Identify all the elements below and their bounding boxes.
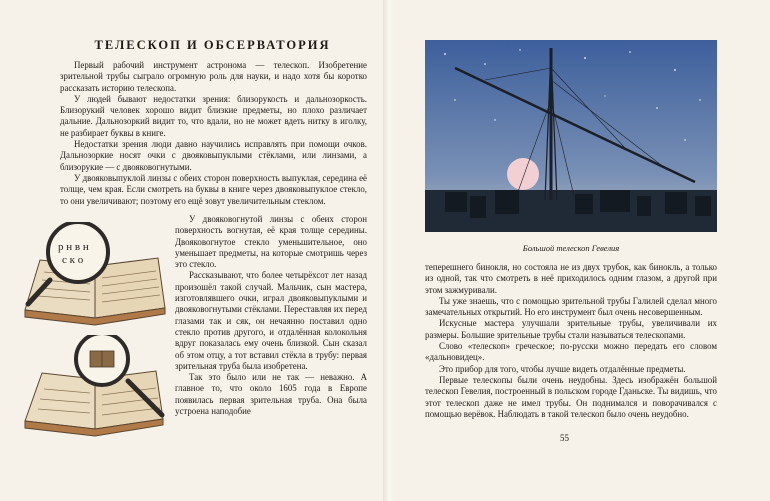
right-paragraph: теперешнего бинокля, но состояла не из двух трубок, как бинокль, а только из одной, так что смотреть в неё приходилось одним глазом, а другой при этом зажмуривали. (425, 262, 717, 295)
left-paragraph: Первый рабочий инструмент астронома — телескоп. Изобретение зрительной трубы сыграло огромную роль для науки, и надо хотя бы коротко рассказать историю телескопа. (60, 60, 367, 93)
moon (507, 158, 539, 190)
page-gutter (383, 0, 393, 501)
magnifier-book-illustration (20, 222, 170, 332)
left-paragraph: Так это было или не так — неважно. А главное то, что около 1605 года в Европе появилась первая зрительная труба. Она была устроена наподобие (175, 372, 367, 417)
illustration-caption: Большой телескоп Гевелия (522, 243, 620, 253)
left-paragraph: У людей бывают недостатки зрения: близорукость и дальнозоркость. Близорукий человек хорошо видит близкие предметы, но плохо различает дальние. Дальнозоркий видит то, что вдали, но не может вдеть нитку в иголку, не разбирает буквы в книге. (60, 93, 367, 138)
right-text-block (425, 262, 717, 420)
left-paragraph: Недостатки зрения люди давно научились исправлять при помощи очков. Дальнозоркие носят очки с двояковыпуклыми стёклами, или линзами, а близорукие — с двояковогнутыми. (60, 139, 367, 172)
lens-letters-row: р н в н (58, 241, 89, 253)
left-text-block (60, 60, 367, 207)
concave-lens-illustration (20, 335, 170, 445)
left-paragraph: У двояковогнутой линзы с обеих сторон поверхность вогнутая, её края толще середины. Двояковогнутое стекло уменьшительное, оно уменьшает предметы, на которые смотришь через это стекло. (175, 214, 367, 270)
right-paragraph: Ты уже знаешь, что с помощью зрительной трубы Галилей сделал много замечательных открытий. Но его инструмент был очень несовершенным. (425, 295, 717, 318)
lens-letters-row: с к о (62, 254, 84, 266)
left-wrapped-text (175, 214, 367, 417)
right-paragraph: Первые телескопы были очень неудобны. Здесь изображён большой телескоп Гевелия, построенный в польском городе Гданьске. Ты видишь, что этот телескоп даже не имел трубы. Он поднимался и поворачивался с помощью верёвок. Наблюдать в такой телескоп было очень неудобно. (425, 374, 717, 419)
right-paragraph: Слово «телескоп» греческое; по-русски можно передать его словом «дальновидец». (425, 341, 717, 363)
right-paragraph: Искусные мастера улучшали зрительные трубы, увеличивали их размеры. Большие зрительные трубы стали называться телескопами. (425, 318, 717, 340)
chapter-title: ТЕЛЕСКОП И ОБСЕРВАТОРИЯ (94, 38, 331, 52)
left-paragraph: У двояковыпуклой линзы с обеих сторон поверхность выпуклая, середина её толще, чем края. Если смотреть на буквы в книге через двояковыпуклое стекло, то они увеличивают; поэтому его ещё зовут увеличительным стеклом. (60, 172, 367, 206)
left-paragraph: Рассказывают, что более четырёхсот лет назад произошёл такой случай. Мальчик, сын мастера, изготовлявшего очки, играл двояковыпуклыми и двояковогнутыми стёклами. Переставляя их перед глазами так и сяк, он нечаянно поставил одно стекло против другого, и отдалённая колокольня вдруг показалась ему очень близкой. Сын сказал об этом отцу, а тот вставил стёкла в трубу: первая зрительная труба была изобретена. (175, 270, 367, 371)
hevelius-telescope-illustration (425, 40, 717, 232)
page-number: 55 (560, 433, 569, 443)
right-paragraph: Это прибор для того, чтобы лучше видеть отдалённые предметы. (439, 363, 686, 374)
